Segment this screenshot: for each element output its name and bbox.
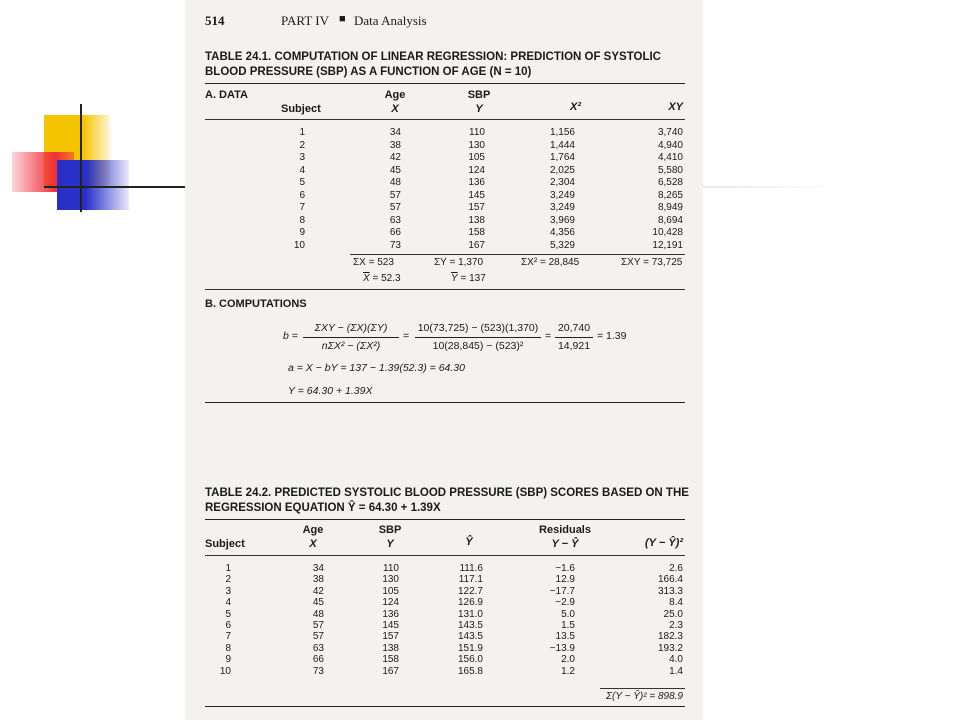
table2-cell-r: −2.9 — [555, 597, 575, 609]
table1-cell-s: 8 — [299, 214, 305, 226]
table1-sum-x2: ΣX² = 28,845 — [521, 257, 580, 268]
table1-cell-y: 158 — [468, 227, 485, 238]
table2-cell-r2: 166.4 — [657, 574, 683, 586]
table1-title-line1: TABLE 24.1. COMPUTATION OF LINEAR REGRESSION: PREDICTION OF SYSTOLIC — [205, 51, 661, 63]
table1-cell-xy: 10,428 — [652, 227, 683, 238]
table2-cell-yh: 151.9 — [457, 642, 483, 654]
table2-col-sbp: SBP — [378, 524, 402, 536]
table1-cell-x2: 1,764 — [549, 152, 575, 163]
mean-y-symbol: $\overline{Y}$ — [451, 273, 458, 284]
b-den1: nΣX² − (ΣX²) — [321, 340, 381, 352]
mean-x-symbol: $\overline{X}$ — [363, 273, 370, 284]
table2-cell-y: 130 — [382, 574, 399, 586]
table2-cell-r2: 2.3 — [669, 620, 683, 631]
a-line: a = X − bY = 137 − 1.39(52.3) = 64.30 — [288, 362, 465, 374]
table2-cell-y: 136 — [382, 608, 399, 620]
table1-cell-y: 167 — [468, 239, 485, 251]
table2-col-age: Age — [302, 524, 324, 536]
table1-sum-xy: ΣXY = 73,725 — [621, 257, 683, 268]
page-part: PART IV — [281, 13, 329, 28]
table1-cell-x: 57 — [389, 189, 401, 201]
table2-cell-yh: 143.5 — [457, 631, 483, 643]
table1-cell-y: 157 — [468, 202, 485, 213]
table2-cell-r2: 313.3 — [657, 585, 683, 597]
table1-header-rule — [205, 119, 685, 120]
table2-top-rule — [205, 519, 685, 520]
table2-col-yhat: Ŷ — [465, 536, 473, 548]
table2-cell-s: 9 — [225, 654, 231, 666]
table2-cell-r2: 25.0 — [663, 608, 683, 620]
table2-cell-yh: 131.0 — [457, 608, 483, 620]
table2-cell-y: 158 — [382, 654, 399, 666]
table2-cell-r2: 2.6 — [669, 563, 683, 574]
table2-cell-y: 110 — [383, 563, 399, 574]
table2-cell-y: 157 — [382, 631, 399, 643]
table2-col-subject: Subject — [205, 538, 245, 550]
table1-cell-y: 105 — [468, 152, 485, 163]
table2-title-line2: REGRESSION EQUATION Ŷ = 64.30 + 1.39X — [205, 502, 441, 514]
table2-cell-x: 42 — [312, 585, 324, 597]
table1-cell-xy: 8,949 — [657, 202, 683, 213]
table1-cell-s: 3 — [299, 152, 305, 163]
table2-cell-r2: 182.3 — [657, 631, 683, 643]
table1-sum-x: ΣX = 523 — [353, 257, 394, 268]
table1-sum-y: ΣY = 1,370 — [434, 257, 484, 268]
table1-cell-s: 5 — [299, 177, 305, 188]
table1-cell-xy: 8,694 — [657, 214, 683, 226]
table1-sum-rule — [350, 254, 685, 255]
table2-cell-s: 5 — [225, 608, 231, 620]
table2-cell-yh: 111.6 — [459, 563, 483, 574]
table1-cell-xy: 8,265 — [657, 189, 683, 201]
table2-cell-r: 1.2 — [561, 665, 575, 677]
table2-cell-x: 45 — [312, 597, 324, 609]
table2-cell-y: 138 — [382, 642, 399, 654]
table1-cell-x: 63 — [389, 214, 401, 226]
mean-x-value: = 52.3 — [369, 273, 401, 284]
table2-cell-r: −13.9 — [549, 642, 575, 654]
table2-cell-yh: 122.7 — [457, 585, 483, 597]
table1-mean-x — [363, 273, 401, 284]
table2-cell-r: 5.0 — [561, 608, 575, 620]
b-eq1: = — [403, 330, 410, 342]
book-page — [185, 0, 703, 720]
table2-sum-rule — [600, 688, 685, 689]
table2-cell-yh: 126.9 — [457, 597, 483, 609]
page-number: 514 — [205, 13, 225, 28]
table1-cell-s: 1 — [299, 127, 305, 138]
mean-y-value: = 137 — [457, 273, 486, 284]
b-num3: 20,740 — [557, 322, 591, 334]
table1-cell-x2: 1,156 — [549, 127, 575, 138]
table2-cell-s: 6 — [225, 620, 231, 631]
table1-cell-x2: 2,304 — [549, 177, 575, 188]
b-eq2: = — [545, 330, 552, 342]
table2-cell-r2: 8.4 — [669, 597, 683, 609]
table2-sum-res2: Σ(Y − Ŷ)² = 898.9 — [606, 691, 683, 702]
b-lhs: b = — [283, 330, 298, 342]
b-den3: 14,921 — [557, 340, 591, 352]
table2-cell-x: 73 — [312, 665, 324, 677]
table2-cell-r: 12.9 — [555, 574, 575, 586]
table1-cell-s: 4 — [299, 164, 305, 176]
table1-cell-s: 7 — [299, 202, 305, 213]
table2-cell-y: 124 — [382, 597, 399, 609]
table2-col-residuals: Residuals — [539, 524, 591, 536]
table2-cell-r: −17.7 — [549, 585, 575, 597]
table2-cell-r2: 4.0 — [669, 654, 683, 666]
table2-title-line1: TABLE 24.2. PREDICTED SYSTOLIC BLOOD PRESSURE (SBP) SCORES BASED ON THE — [205, 487, 689, 499]
table2-cell-r: 13.5 — [555, 631, 575, 643]
table1-cell-x: 48 — [389, 177, 401, 188]
table2-cell-s: 1 — [225, 563, 231, 574]
table1-cell-s: 9 — [299, 227, 305, 238]
table2-cell-r: 2.0 — [561, 654, 575, 666]
table2-cell-s: 8 — [225, 642, 231, 654]
table2-cell-y: 145 — [382, 620, 399, 631]
table1-cell-xy: 12,191 — [652, 239, 683, 251]
table1-bottom-rule — [205, 402, 685, 403]
b-frac2-line — [415, 337, 541, 338]
table1-section-a: A. DATA — [205, 89, 248, 101]
table1-cell-y: 130 — [468, 139, 485, 151]
b-frac3-line — [555, 337, 593, 338]
table1-cell-y: 110 — [469, 127, 485, 138]
y-line: Y = 64.30 + 1.39X — [288, 385, 373, 397]
table2-col-res1: Y − Ŷ — [551, 538, 579, 550]
table1-cell-xy: 4,410 — [657, 152, 683, 163]
table1-col-age-var: X — [391, 103, 399, 115]
table1-cell-s: 10 — [293, 239, 305, 251]
table2-cell-s: 2 — [225, 574, 231, 586]
table1-cell-x2: 3,249 — [549, 189, 575, 201]
table2-cell-x: 57 — [312, 620, 324, 631]
b-num2: 10(73,725) − (523)(1,370) — [417, 322, 539, 334]
table1-cell-x: 57 — [389, 202, 401, 213]
table1-col-xy: XY — [668, 101, 683, 113]
deco-blue-square — [57, 160, 129, 210]
table1-cell-xy: 5,580 — [657, 164, 683, 176]
table1-data-bottom-rule — [205, 289, 685, 290]
table1-cell-x2: 3,969 — [549, 214, 575, 226]
table2-cell-r: 1.5 — [561, 620, 575, 631]
b-frac1-line — [303, 337, 399, 338]
table1-mean-y — [451, 273, 486, 284]
table2-cell-s: 7 — [225, 631, 231, 643]
table1-cell-y: 145 — [468, 189, 485, 201]
table2-cell-yh: 117.1 — [458, 574, 483, 586]
table1-cell-x: 73 — [389, 239, 401, 251]
table1-cell-x2: 4,356 — [549, 227, 575, 238]
table2-cell-s: 4 — [225, 597, 231, 609]
table2-cell-y: 167 — [382, 665, 399, 677]
table2-cell-r2: 1.4 — [669, 665, 683, 677]
table2-cell-s: 10 — [219, 665, 231, 677]
table1-col-age: Age — [384, 89, 406, 101]
table1-col-x2: X² — [570, 101, 581, 113]
deco-horizontal-line — [44, 186, 185, 188]
table2-cell-yh: 165.8 — [457, 665, 483, 677]
table2-cell-r: −1.6 — [555, 563, 575, 574]
table1-cell-x: 42 — [389, 152, 401, 163]
b-num1: ΣXY − (ΣX)(ΣY) — [314, 322, 388, 334]
table1-cell-x: 38 — [389, 139, 401, 151]
table1-cell-x: 66 — [389, 227, 401, 238]
table2-cell-x: 48 — [312, 608, 324, 620]
table1-cell-x: 45 — [389, 164, 401, 176]
deco-horizontal-line-faint — [703, 186, 838, 188]
table2-cell-x: 66 — [312, 654, 324, 666]
b-result: = 1.39 — [597, 330, 627, 342]
table1-cell-s: 2 — [299, 139, 305, 151]
table2-cell-yh: 143.5 — [457, 620, 483, 631]
table2-cell-x: 57 — [312, 631, 324, 643]
table1-cell-y: 136 — [468, 177, 485, 188]
table2-cell-x: 38 — [312, 574, 324, 586]
table2-col-sbp-var: Y — [386, 538, 394, 550]
table1-cell-s: 6 — [299, 189, 305, 201]
table1-cell-x: 34 — [389, 127, 401, 138]
table2-cell-y: 105 — [382, 585, 399, 597]
table2-cell-x: 34 — [312, 563, 324, 574]
table2-bottom-rule — [205, 706, 685, 707]
table2-cell-s: 3 — [225, 585, 231, 597]
table2-cell-x: 63 — [312, 642, 324, 654]
square-bullet-icon: ■ — [339, 13, 346, 25]
table1-cell-y: 124 — [468, 164, 485, 176]
table1-title-line2: BLOOD PRESSURE (SBP) AS A FUNCTION OF AGE (N = 10) — [205, 66, 532, 78]
table1-top-rule — [205, 83, 685, 84]
b-den2: 10(28,845) − (523)² — [432, 340, 524, 352]
table2-col-res2: (Y − Ŷ)² — [644, 537, 683, 549]
table2-cell-r2: 193.2 — [657, 642, 683, 654]
table1-cell-xy: 4,940 — [657, 139, 683, 151]
table1-cell-y: 138 — [468, 214, 485, 226]
table1-cell-xy: 6,528 — [657, 177, 683, 188]
table1-cell-xy: 3,740 — [657, 127, 683, 138]
table1-cell-x2: 1,444 — [549, 139, 575, 151]
table1-cell-x2: 2,025 — [549, 164, 575, 176]
table2-cell-yh: 156.0 — [457, 654, 483, 666]
table2-col-age-var: X — [309, 538, 317, 550]
table1-col-sbp-var: Y — [475, 103, 483, 115]
table1-section-b: B. COMPUTATIONS — [205, 298, 307, 310]
table1-cell-x2: 3,249 — [549, 202, 575, 213]
deco-vertical-line — [80, 104, 82, 212]
table2-header-rule — [205, 555, 685, 556]
page-section: Data Analysis — [354, 13, 427, 28]
table1-cell-x2: 5,329 — [549, 239, 575, 251]
table1-col-subject: Subject — [281, 103, 321, 115]
table1-col-sbp: SBP — [467, 89, 491, 101]
